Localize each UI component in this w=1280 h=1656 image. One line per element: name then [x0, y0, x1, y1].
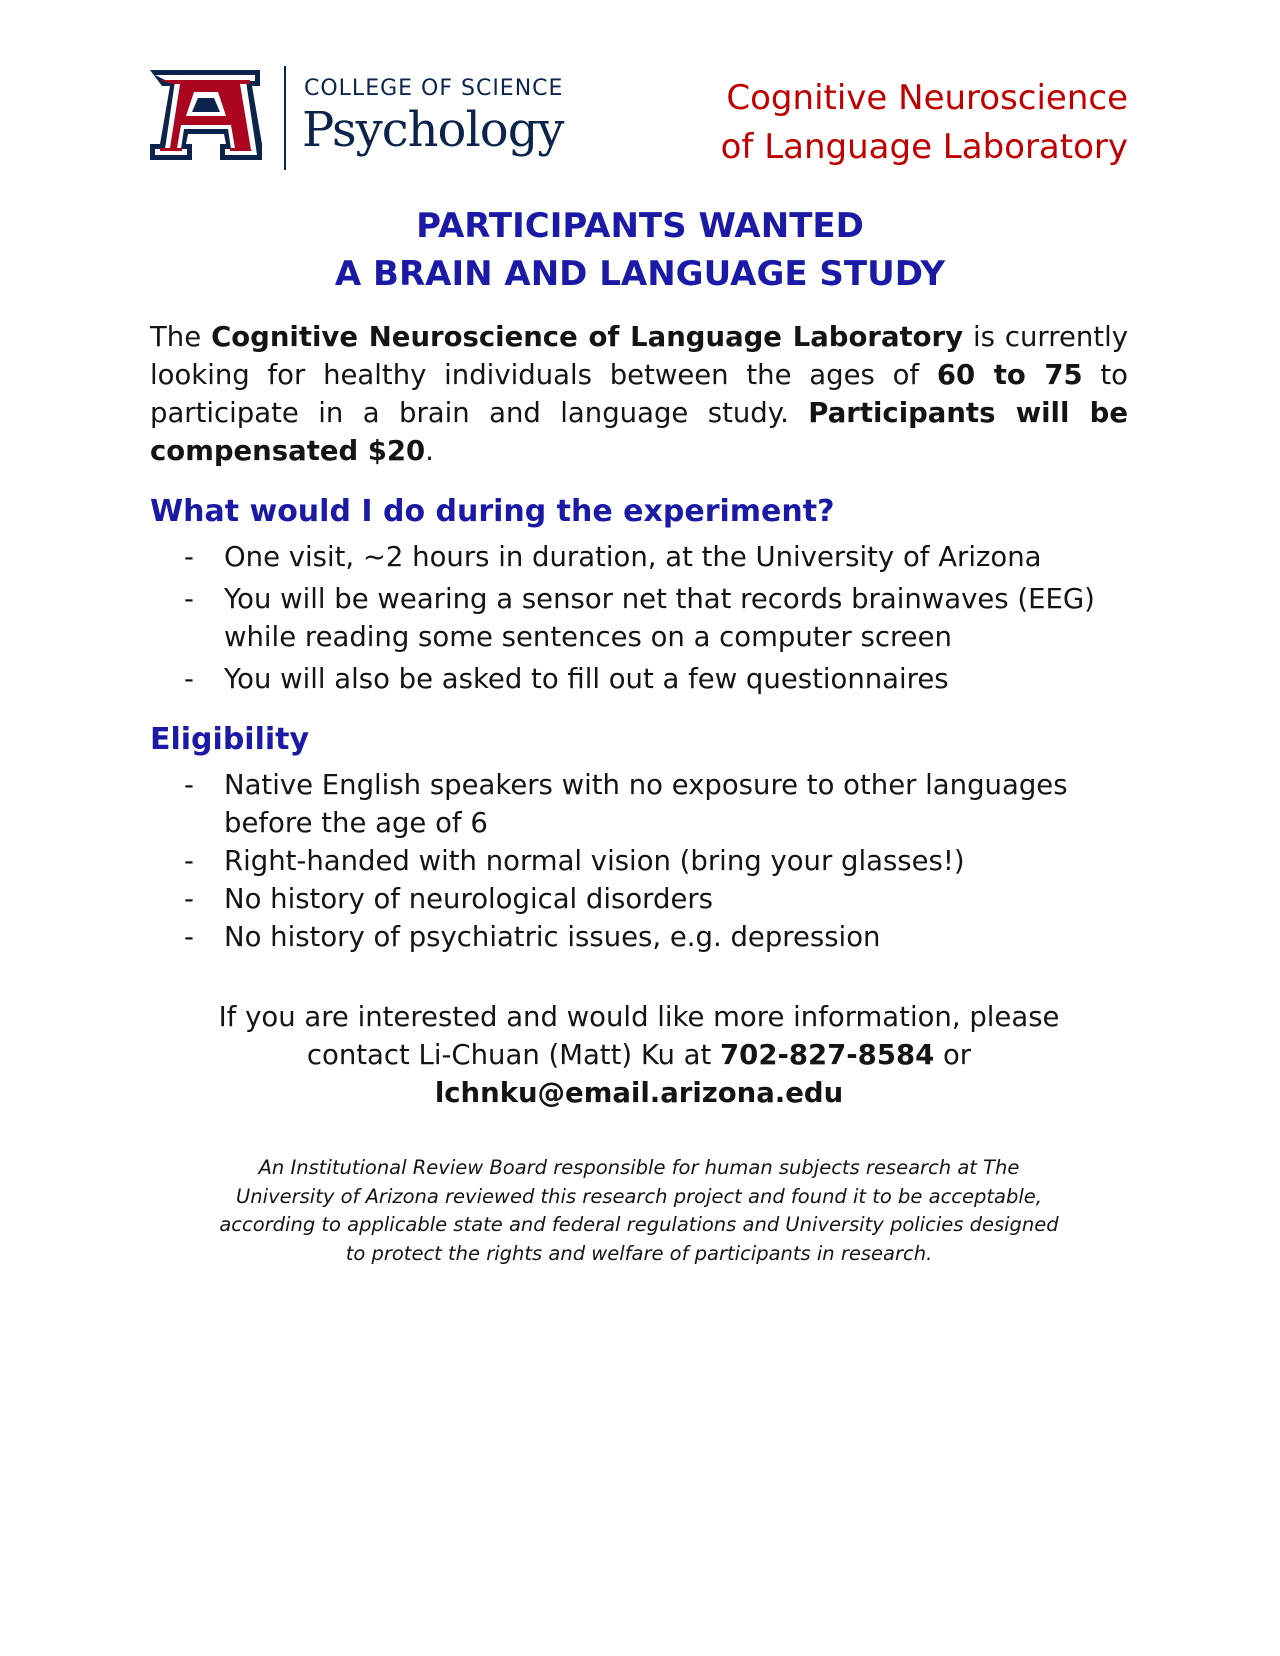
lab-name-line2: of Language Laboratory: [720, 127, 1128, 167]
contact-email: lchnku@email.arizona.edu: [434, 1077, 844, 1109]
list-item: - You will also be asked to fill out a few questionnaires: [184, 660, 1124, 698]
college-name: COLLEGE OF SCIENCE: [304, 76, 564, 101]
intro-lab-name: Cognitive Neuroscience of Language Laboratory: [211, 321, 964, 353]
eligibility-list: [184, 766, 1124, 956]
contact-line2-pre: contact Li-Chuan (Matt) Ku at: [306, 1039, 721, 1071]
contact-line1: If you are interested and would like more information, please: [218, 1001, 1060, 1033]
department-name: Psychology: [302, 102, 564, 158]
intro-ages: 60 to 75: [936, 359, 1083, 391]
lab-name-line1: Cognitive Neuroscience: [726, 78, 1128, 118]
title-line1: PARTICIPANTS WANTED: [416, 206, 864, 246]
title-line2: A BRAIN AND LANGUAGE STUDY: [334, 254, 946, 294]
list-item: - Native English speakers with no exposure to other languages before the age of 6: [184, 766, 1124, 842]
irb-line4: to protect the rights and welfare of participants in research.: [345, 1241, 933, 1265]
intro-end: .: [425, 435, 434, 467]
logo-divider: [284, 66, 286, 170]
intro-mid: is currently looking for healthy individuals between the ages of: [150, 321, 1128, 391]
contact-line2-post: or: [934, 1039, 972, 1071]
page-title: [0, 202, 1280, 298]
list-item: - You will be wearing a sensor net that records brainwaves (EEG) while reading some sentences on a computer screen: [184, 580, 1124, 656]
list-item: - Right-handed with normal vision (bring your glasses!): [184, 842, 1124, 880]
contact-info: [150, 998, 1128, 1112]
irb-line3: according to applicable state and federal regulations and University policies designed: [219, 1213, 1059, 1236]
contact-line2: [150, 1036, 1128, 1074]
intro-pre: The: [150, 321, 212, 353]
list-item: - No history of neurological disorders: [184, 880, 1124, 918]
irb-line1: An Institutional Review Board responsible for human subjects research at The: [258, 1156, 1020, 1179]
eligibility-heading: Eligibility: [150, 722, 310, 757]
irb-notice: [150, 1154, 1128, 1268]
intro-paragraph: [150, 318, 1128, 470]
lab-name: [721, 74, 1128, 172]
contact-phone: 702-827-8584: [720, 1039, 935, 1071]
experiment-list: [184, 538, 1124, 702]
list-item: - No history of psychiatric issues, e.g. depression: [184, 918, 1124, 956]
header: [150, 66, 1128, 176]
intro-post: to participate in a brain and language study.: [150, 359, 1128, 429]
university-of-arizona-a-logo-icon: [150, 70, 262, 160]
irb-line2: University of Arizona reviewed this research project and found it to be acceptable,: [236, 1184, 1042, 1208]
experiment-heading: What would I do during the experiment?: [150, 494, 835, 529]
list-item: - One visit, ~2 hours in duration, at the University of Arizona: [184, 538, 1124, 576]
intro-compensation: Participants will be compensated $20: [150, 397, 1128, 467]
